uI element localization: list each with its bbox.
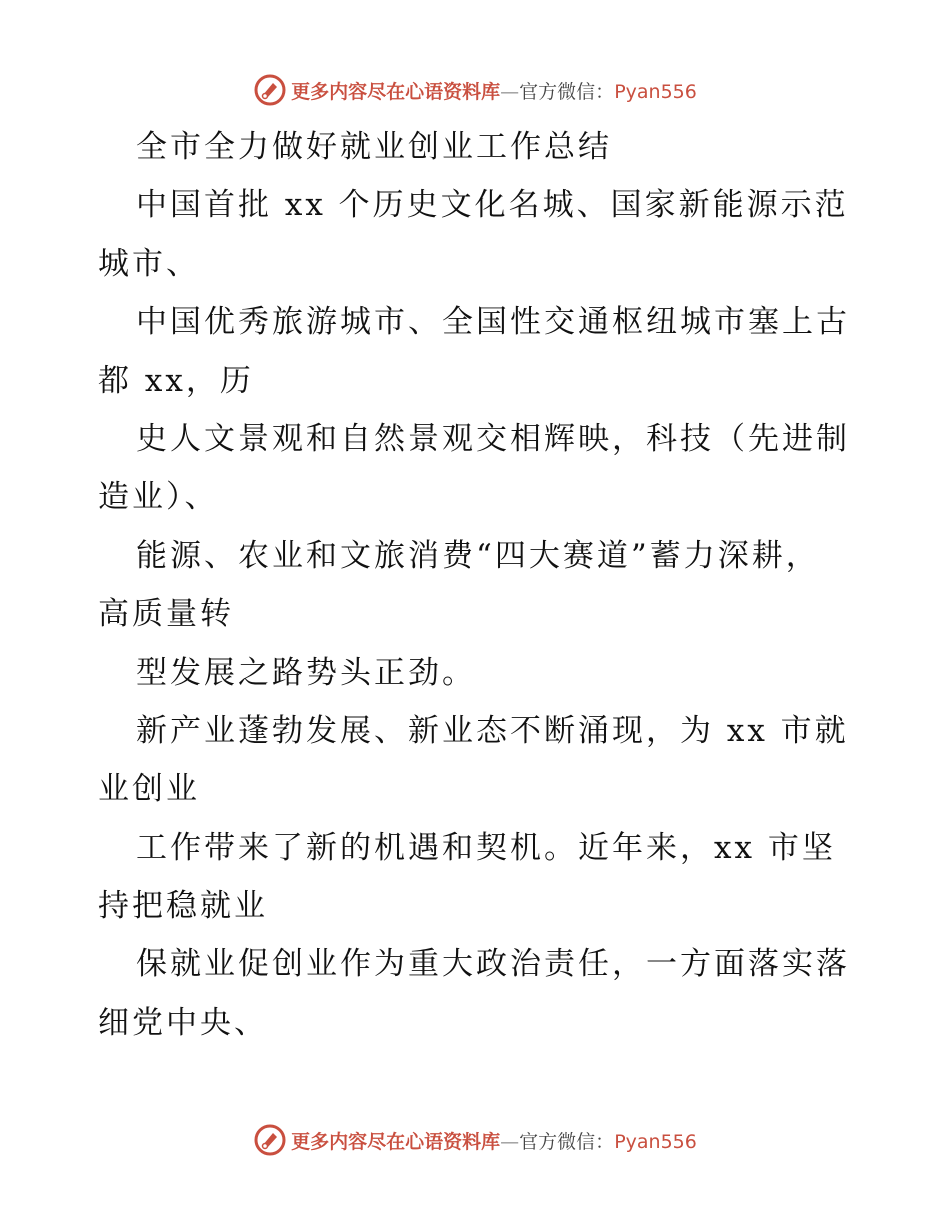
paragraph-line: 工作带来了新的机遇和契机。近年来，xx 市坚 — [136, 829, 836, 866]
paragraph-line: 持把稳就业 — [98, 888, 268, 925]
watermark-brand: 更多内容尽在心语资料库 — [291, 80, 501, 103]
paragraph-line: 都 xx，历 — [98, 362, 254, 399]
watermark-dash: — — [500, 1130, 520, 1153]
watermark-text — [291, 1127, 697, 1154]
paragraph-line: 中国优秀旅游城市、全国性交通枢纽城市塞上古 — [136, 304, 850, 341]
paragraph-line: 中国首批 xx 个历史文化名城、国家新能源示范 — [136, 187, 849, 224]
paragraph-line: 型发展之路势头正劲。 — [136, 654, 476, 691]
watermark-id: Pyan556 — [614, 80, 697, 103]
watermark-text — [291, 77, 697, 104]
watermark-brand: 更多内容尽在心语资料库 — [291, 1130, 501, 1153]
brand-logo-icon — [253, 1123, 287, 1157]
paragraph-line: 新产业蓬勃发展、新业态不断涌现，为 xx 市就 — [136, 712, 849, 749]
watermark-label: 官方微信： — [519, 1130, 615, 1153]
watermark-id: Pyan556 — [614, 1130, 697, 1153]
paragraph-line: 保就业促创业作为重大政治责任，一方面落实落 — [136, 946, 850, 983]
paragraph-line: 高质量转 — [98, 596, 234, 633]
paragraph-line: 细党中央、 — [98, 1004, 268, 1041]
paragraph-line: 能源、农业和文旅消费“四大赛道”蓄力深耕， — [136, 537, 820, 574]
watermark-header — [0, 70, 950, 110]
paragraph-line: 业创业 — [98, 771, 200, 808]
paragraph-line: 造业）、 — [98, 479, 219, 516]
document-body — [98, 118, 858, 1052]
brand-logo-icon — [253, 73, 287, 107]
paragraph-line: 城市、 — [98, 245, 200, 282]
watermark-footer — [0, 1120, 950, 1160]
document-title: 全市全力做好就业创业工作总结 — [136, 129, 612, 165]
watermark-label: 官方微信： — [519, 80, 615, 103]
watermark-dash: — — [500, 80, 520, 103]
paragraph-line: 史人文景观和自然景观交相辉映，科技（先进制 — [136, 420, 850, 457]
